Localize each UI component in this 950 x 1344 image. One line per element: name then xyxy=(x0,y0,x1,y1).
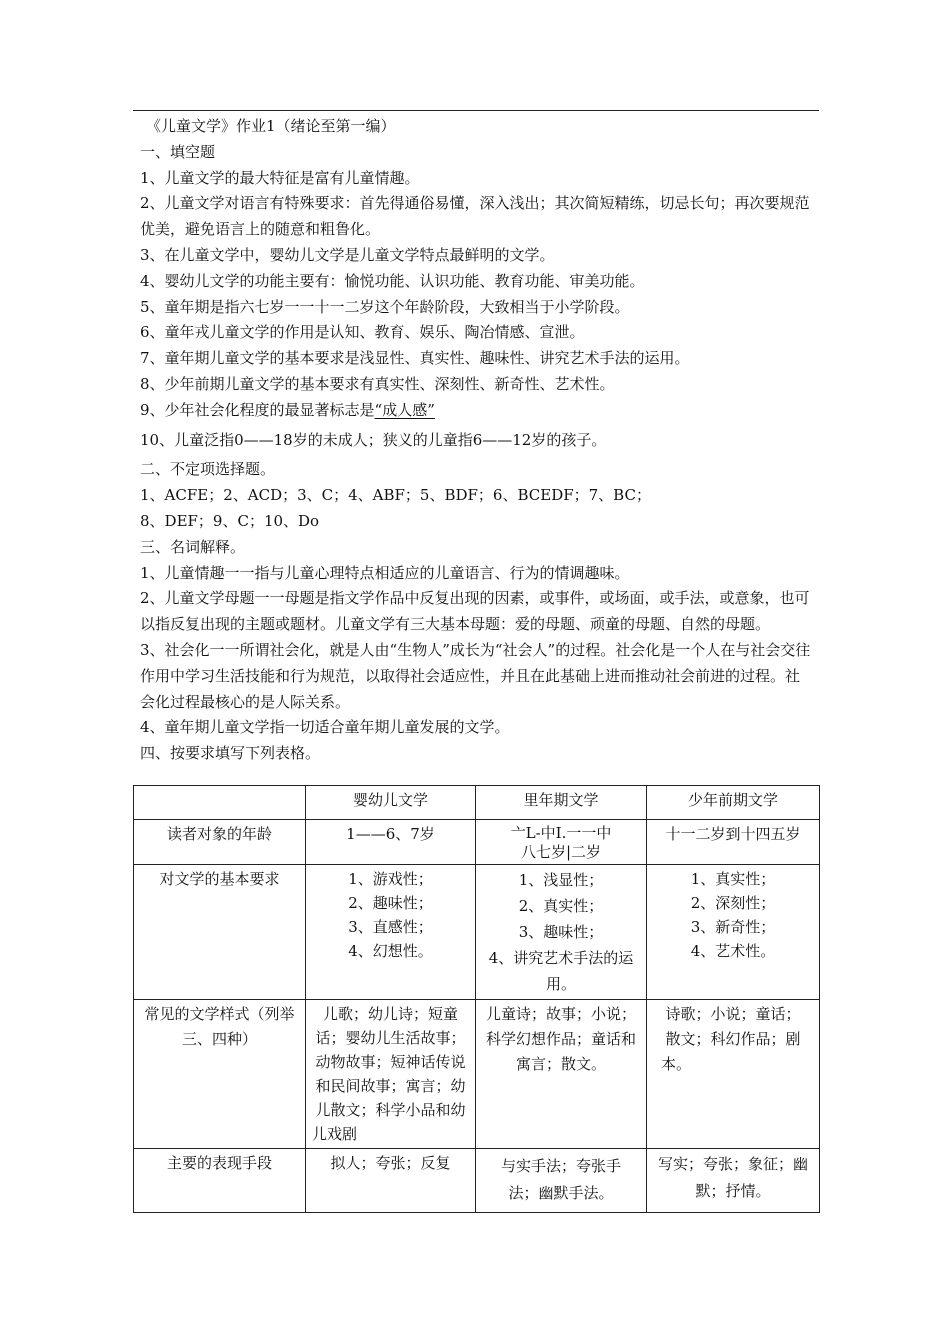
row-label: 主要的表现手段 xyxy=(134,1149,306,1213)
term-item: 3、社会化一一所谓社会化，就是人由“生物人”成长为“社会人”的过程。社会化是一个人在与社会交往作用中学习生活技能和行为规范，以取得社会适应性，并且在此基础上进而推动社会前进的过程。社会化过程最核心的是人际关系。 xyxy=(140,640,811,711)
fill-item-9-text: 9、少年社会化程度的最显著标志是 xyxy=(140,400,375,419)
table-row-requirements xyxy=(134,865,820,1000)
table-header-row xyxy=(134,786,820,820)
list-item: 2、深刻性； xyxy=(690,894,776,912)
section2-heading: 二、不定项选择题。 xyxy=(140,460,276,479)
choice-answers-line2: 8、DEF；9、C；10、Do xyxy=(140,511,320,530)
row-label: 对文学的基本要求 xyxy=(134,865,306,1000)
list-item: 4、讲究艺术手法的运用。 xyxy=(488,949,634,993)
section3-heading: 三、名词解释。 xyxy=(140,537,246,556)
requirement-list xyxy=(348,867,433,963)
row-label: 常见的文学样式（列举三、四种） xyxy=(134,1000,306,1149)
table-row-means xyxy=(134,1149,820,1213)
literature-table xyxy=(133,785,820,1213)
table-header-cell: 少年前期文学 xyxy=(647,786,820,820)
table-cell: 儿歌；幼儿诗；短童话；婴幼儿生活故事；动物故事；短神话传说和民间故事；寓言；幼儿散文；科学小品和幼儿戏剧 xyxy=(306,1000,476,1149)
list-item: 4、艺术性。 xyxy=(690,942,776,960)
table-cell: 1——6、7岁 xyxy=(306,820,476,865)
table-header-cell xyxy=(134,786,306,820)
table-cell: 写实；夸张；象征；幽默；抒情。 xyxy=(647,1149,820,1213)
term-item: 1、儿童情趣一一指与儿童心理特点相适应的儿童语言、行为的情调趣味。 xyxy=(140,563,630,582)
list-item: 1、游戏性； xyxy=(348,870,433,888)
table-cell: 与实手法；夸张手法；幽默手法。 xyxy=(476,1149,647,1213)
table-cell: 儿童诗；故事；小说；科学幻想作品；童话和寓言；散文。 xyxy=(476,1000,647,1149)
table-row-age xyxy=(134,820,820,865)
list-item: 2、趣味性； xyxy=(348,894,433,912)
list-item: 3、直感性； xyxy=(348,918,433,936)
table-row-forms xyxy=(134,1000,820,1149)
list-item: 2、真实性； xyxy=(518,897,604,915)
fill-item: 1、儿童文学的最大特征是富有儿童情趣。 xyxy=(140,168,420,187)
fill-item: 5、童年期是指六七岁一一十一二岁这个年龄阶段，大致相当于小学阶段。 xyxy=(140,297,630,316)
table-cell xyxy=(647,865,820,1000)
section4-heading: 四、按要求填写下列表格。 xyxy=(140,744,321,763)
fill-item: 7、童年期儿童文学的基本要求是浅显性、真实性、趣味性、讲究艺术手法的运用。 xyxy=(140,349,690,368)
fill-item: 2、儿童文学对语言有特殊要求：首先得通俗易懂，深入浅出；其次简短精练，切忌长句；再次要规范优美，避免语言上的随意和粗鲁化。 xyxy=(140,194,810,239)
fill-item: 4、婴幼儿文学的功能主要有：愉悦功能、认识功能、教育功能、审美功能。 xyxy=(140,271,645,290)
table-header-cell: 婴幼儿文学 xyxy=(306,786,476,820)
table-cell xyxy=(476,820,647,865)
table-cell: 十一二岁到十四五岁 xyxy=(647,820,820,865)
fill-item-9-answer: “成人感” xyxy=(374,400,435,419)
row-label: 读者对象的年龄 xyxy=(134,820,306,865)
list-item: 1、真实性； xyxy=(690,870,776,888)
fill-item: 6、童年戎儿童文学的作用是认知、教育、娱乐、陶冶情感、宣泄。 xyxy=(140,323,585,342)
list-item: 1、浅显性； xyxy=(518,871,604,889)
header-rule xyxy=(133,110,819,111)
document-title: 《儿童文学》作业1（绪论至第一编） xyxy=(146,117,396,135)
choice-answers-line1: 1、ACFE；2、ACD；3、C；4、ABF；5、BDF；6、BCEDF；7、BC； xyxy=(140,486,651,505)
term-item: 2、儿童文学母题一一母题是指文学作品中反复出现的因素，或事件，或场面，或手法，或意象，也可以指反复出现的主题或题材。儿童文学有三大基本母题：爱的母题、顽童的母题、自然的母题。 xyxy=(140,589,810,634)
list-item: 3、新奇性； xyxy=(690,918,776,936)
cell-line: 亠L-中I.一一中 xyxy=(510,824,612,842)
document-body xyxy=(140,114,812,767)
table-cell xyxy=(476,865,647,1000)
fill-item: 3、在儿童文学中，婴幼儿文学是儿童文学特点最鲜明的文学。 xyxy=(140,245,555,264)
table-header-cell: 里年期文学 xyxy=(476,786,647,820)
cell-line: 八七岁|二岁 xyxy=(520,843,602,861)
section1-heading: 一、填空题 xyxy=(140,142,216,161)
fill-item-10: 10、儿童泛指0——18岁的未成人；狭义的儿童指6——12岁的孩子。 xyxy=(140,430,607,449)
list-item: 3、趣味性； xyxy=(518,923,604,941)
list-item: 4、幻想性。 xyxy=(348,942,433,960)
fill-item: 8、少年前期儿童文学的基本要求有真实性、深刻性、新奇性、艺术性。 xyxy=(140,374,615,393)
table-cell: 诗歌；小说；童话；散文；科幻作品；剧本。 xyxy=(647,1000,820,1149)
fill-item-9 xyxy=(140,398,812,424)
term-item: 4、童年期儿童文学指一切适合童年期儿童发展的文学。 xyxy=(140,718,510,737)
requirement-list xyxy=(691,867,776,963)
table-cell: 拟人；夸张；反复 xyxy=(306,1149,476,1213)
table-cell xyxy=(306,865,476,1000)
